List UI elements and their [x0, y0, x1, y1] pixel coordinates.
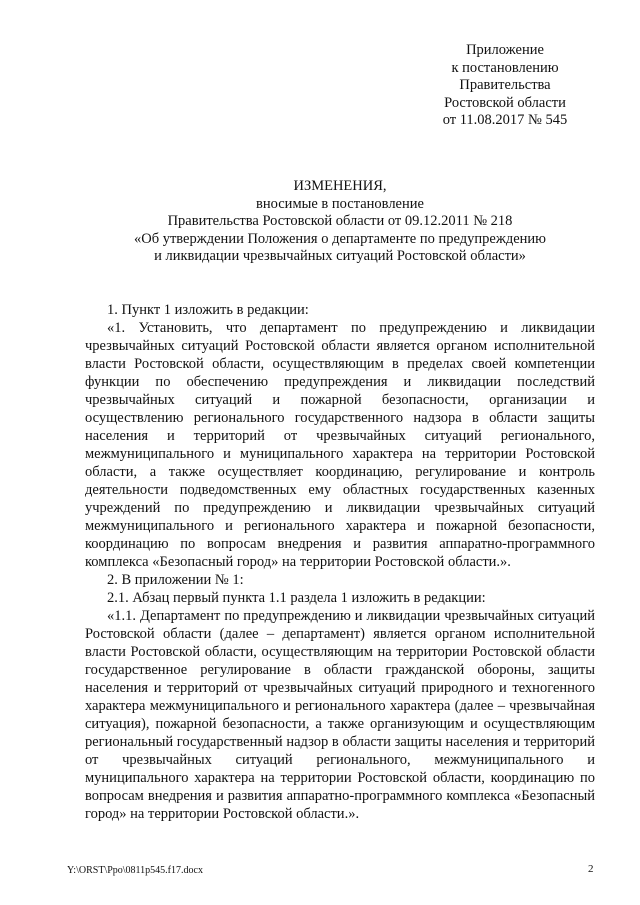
- appendix-block: [415, 42, 595, 130]
- appendix-line: Правительства: [459, 77, 551, 94]
- appendix-line: Ростовской области: [444, 94, 566, 111]
- appendix-line: к постановлению: [451, 59, 559, 76]
- header-line: Правительства Ростовской области от 09.12.2011 № 218: [167, 213, 513, 230]
- paragraph: 1. Пункт 1 изложить в редакции:: [107, 302, 309, 318]
- appendix-line: Приложение: [466, 42, 544, 58]
- footer-file-path: Y:\ORST\Ppo\0811p545.f17.docx: [67, 865, 203, 876]
- paragraph: «1.1. Департамент по предупреждению и ликвидации чрезвычайных ситуаций Ростовской области (далее – департамент) является органом исполнительной власти Ростовской области, осуществляющим на территории Ростовской области государственное регулирование в области гражданской обороны, защиты населения и территорий от чрезвычайных ситуаций природного и техногенного характера межмуниципального и регионального характера (далее – чрезвычайная ситуация), пожарной безопасности, а также организующим и осуществляющим региональный государственный надзор в области защиты населения и территорий от чрезвычайных ситуаций регионального, межмуниципального и муниципального характера на территории Ростовской области, координацию по вопросам внедрения и развития аппаратно-программного комплекса «Безопасный город» на территории Ростовской области.».: [85, 608, 595, 822]
- document-title: ИЗМЕНЕНИЯ,: [293, 178, 387, 194]
- paragraph: 2.1. Абзац первый пункта 1.1 раздела 1 изложить в редакции:: [107, 590, 486, 606]
- document-header: [85, 178, 595, 266]
- header-line: и ликвидации чрезвычайных ситуаций Ростовской области»: [154, 248, 526, 265]
- appendix-line: от 11.08.2017 № 545: [442, 112, 568, 129]
- paragraph: «1. Установить, что департамент по предупреждению и ликвидации чрезвычайных ситуаций Ростовской области является органом исполнительной власти Ростовской области, осуществляющим в пределах своей компетенции функции по обеспечению предупреждения и ликвидации последствий чрезвычайных ситуаций и пожарной безопасности, организации и осуществлению регионального государственного надзора в области защиты населения и территорий от чрезвычайных ситуаций регионального, межмуниципального и муниципального характера на территории Ростовской области, а также осуществляет координацию, регулирование и контроль деятельности подведомственных ему областных государственных казенных учреждений по предупреждению и ликвидации чрезвычайных ситуаций межмуниципального и регионального характера и пожарной безопасности, координацию по вопросам внедрения и развития аппаратно-программного комплекса «Безопасный город» на территории Ростовской области.».: [85, 320, 595, 570]
- header-line: «Об утверждении Положения о департаменте по предупреждению: [133, 230, 547, 247]
- paragraph: 2. В приложении № 1:: [107, 572, 244, 588]
- document-body: [85, 301, 595, 823]
- header-line: вносимые в постановление: [256, 195, 424, 212]
- page-number: 2: [588, 863, 594, 875]
